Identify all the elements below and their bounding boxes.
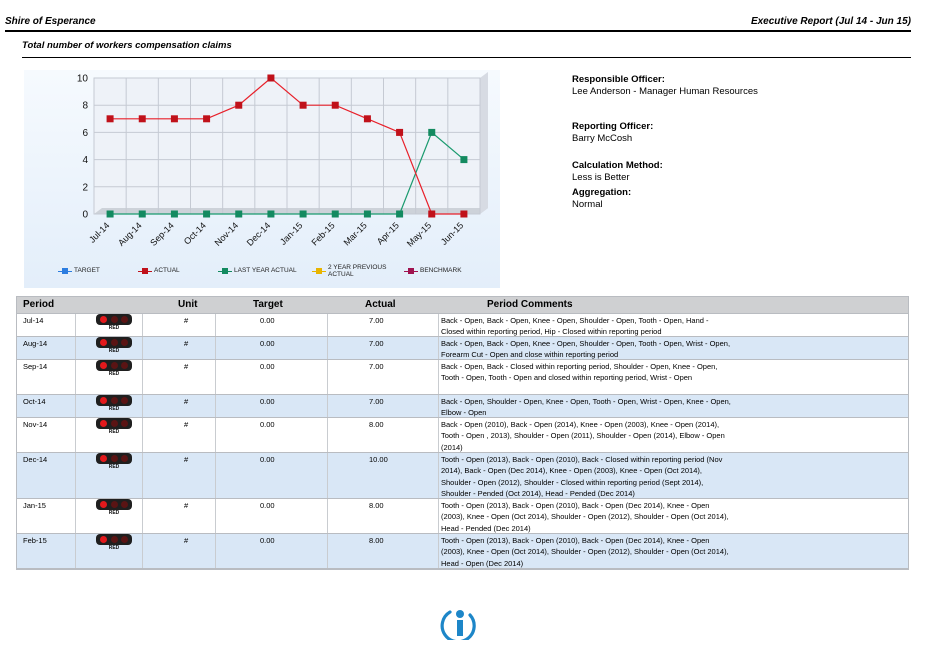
table-row: [17, 314, 908, 337]
legend-swatch-actual: [138, 267, 152, 275]
column-divider: [215, 314, 216, 336]
table-row: [17, 453, 908, 499]
legend-swatch-2-year: [312, 267, 326, 275]
traffic-light-bulb: [111, 420, 118, 427]
traffic-light-bulb: [111, 455, 118, 462]
data-point-actual: [139, 115, 146, 122]
row-unit: #: [184, 455, 189, 464]
row-target: 0.00: [260, 362, 275, 371]
traffic-light-bulb: [121, 420, 128, 427]
x-tick-label: Apr-15: [374, 220, 401, 247]
row-comments: Tooth - Open (2013), Back - Open (2010), Back - Open (Dec 2014), Knee - Open (2003), Knee - Open (Oct 2014), Shoulder - Open (2012), Shoulder - Open (Oct 2014), Head - Open (Dec 2014): [441, 536, 729, 568]
table-row: [17, 337, 908, 360]
legend-label-2-year: 2 YEAR PREVIOUS ACTUAL: [328, 263, 387, 278]
calculation-method: [572, 160, 663, 184]
column-divider: [142, 534, 143, 568]
row-period: Jan-15: [23, 501, 46, 510]
row-period: Nov-14: [23, 420, 48, 429]
legend-swatch-target: [58, 267, 72, 275]
status-traffic-light-icon: [96, 395, 132, 411]
reporting-officer-label: Reporting Officer:: [572, 121, 654, 132]
legend-label-actual: ACTUAL: [154, 267, 180, 275]
row-target: 0.00: [260, 420, 275, 429]
column-divider: [438, 534, 439, 568]
column-divider: [142, 418, 143, 452]
column-divider: [438, 499, 439, 533]
status-traffic-light-icon: [96, 337, 132, 353]
column-divider: [75, 360, 76, 394]
row-comments: Tooth - Open (2013), Back - Open (2010), Back - Open (Dec 2014), Knee - Open (2003), Knee - Open (Oct 2014), Shoulder - Open (2012), Shoulder - Open (Oct 2014), Head - Pended (Dec 2014): [441, 501, 729, 533]
data-point-last-year-actual: [203, 211, 210, 218]
header-comments: Period Comments: [487, 299, 573, 310]
column-divider: [327, 418, 328, 452]
data-point-actual: [235, 102, 242, 109]
responsible-officer: [572, 74, 758, 98]
column-divider: [215, 418, 216, 452]
measure-title: Total number of workers compensation claims: [22, 40, 232, 51]
status-traffic-light-icon: [96, 499, 132, 515]
row-actual: 7.00: [369, 397, 384, 406]
traffic-light-bulb: [100, 455, 107, 462]
table-body: [17, 314, 908, 569]
traffic-light-bulb: [111, 316, 118, 323]
row-period: Jul-14: [23, 316, 44, 325]
column-divider: [142, 337, 143, 359]
column-divider: [438, 395, 439, 417]
row-period: Sep-14: [23, 362, 48, 371]
x-tick-label: Jan-15: [277, 220, 305, 247]
traffic-light-bulb: [111, 501, 118, 508]
row-unit: #: [184, 362, 189, 371]
row-unit: #: [184, 316, 189, 325]
traffic-light-bulb: [111, 339, 118, 346]
row-period: Aug-14: [23, 339, 48, 348]
data-point-last-year-actual: [300, 211, 307, 218]
column-divider: [75, 418, 76, 452]
data-point-last-year-actual: [428, 129, 435, 136]
column-divider: [327, 534, 328, 568]
column-divider: [327, 314, 328, 336]
row-period: Feb-15: [23, 536, 47, 545]
status-label: RED: [108, 406, 120, 412]
y-tick-label: 8: [82, 100, 88, 112]
status-label: RED: [108, 348, 120, 354]
reporting-officer: [572, 121, 653, 145]
row-target: 0.00: [260, 397, 275, 406]
legend-item-benchmark: [404, 261, 462, 281]
legend-item-actual: [138, 261, 180, 281]
x-tick-label: Mar-15: [341, 220, 369, 248]
traffic-light-bulb: [100, 397, 107, 404]
info-i-logo-icon: [440, 606, 478, 640]
y-tick-label: 4: [82, 155, 88, 167]
status-label: RED: [108, 464, 120, 470]
report-header: [5, 14, 911, 32]
organisation-name: Shire of Esperance: [5, 16, 96, 27]
claims-chart: [24, 70, 500, 288]
row-period: Oct-14: [23, 397, 46, 406]
data-point-last-year-actual: [267, 211, 274, 218]
responsible-officer-label: Responsible Officer:: [572, 74, 665, 85]
column-divider: [142, 395, 143, 417]
column-divider: [215, 337, 216, 359]
aggregation-value: Normal: [572, 199, 603, 210]
column-divider: [327, 337, 328, 359]
status-traffic-light-icon: [96, 314, 132, 330]
traffic-light-bulb: [100, 536, 107, 543]
legend-label-target: TARGET: [74, 267, 100, 275]
calculation-method-label: Calculation Method:: [572, 160, 663, 171]
responsible-officer-value: Lee Anderson - Manager Human Resources: [572, 86, 758, 97]
row-actual: 8.00: [369, 501, 384, 510]
row-unit: #: [184, 397, 189, 406]
report-title: Executive Report (Jul 14 - Jun 15): [750, 16, 911, 27]
traffic-light-bulb: [121, 536, 128, 543]
traffic-light-bulb: [121, 501, 128, 508]
data-point-actual: [267, 75, 274, 82]
y-tick-label: 0: [82, 209, 88, 221]
status-traffic-light-icon: [96, 418, 132, 434]
x-tick-label: Oct-14: [181, 220, 208, 247]
traffic-light-bulb: [121, 339, 128, 346]
column-divider: [438, 337, 439, 359]
row-comments: Back - Open, Back - Closed within reporting period, Shoulder - Open, Knee - Open, Tooth - Open, Tooth - Open and closed within reporting period, Wrist - Open: [441, 362, 718, 383]
aggregation-label: Aggregation:: [572, 187, 632, 198]
y-tick-label: 2: [82, 182, 88, 194]
status-label: RED: [108, 545, 120, 551]
data-point-last-year-actual: [107, 211, 114, 218]
column-divider: [142, 360, 143, 394]
legend-item-last-year-actual: [218, 261, 297, 281]
column-divider: [215, 499, 216, 533]
row-period: Dec-14: [23, 455, 48, 464]
x-tick-label: May-15: [404, 220, 434, 249]
x-tick-label: Feb-15: [309, 220, 337, 248]
x-tick-label: Nov-14: [212, 220, 241, 248]
title-divider: [22, 57, 911, 58]
table-row: [17, 499, 908, 534]
data-point-actual: [171, 115, 178, 122]
aggregation: [572, 187, 631, 211]
column-divider: [215, 534, 216, 568]
reporting-officer-value: Barry McCosh: [572, 133, 633, 144]
status-traffic-light-icon: [96, 534, 132, 550]
column-divider: [438, 314, 439, 336]
header-actual: Actual: [365, 299, 396, 310]
row-comments: Back - Open, Shoulder - Open, Knee - Open, Tooth - Open, Wrist - Open, Knee - Open, Elbow - Open: [441, 397, 731, 418]
header-period: Period: [23, 299, 55, 310]
row-unit: #: [184, 501, 189, 510]
status-traffic-light-icon: [96, 360, 132, 376]
row-unit: #: [184, 536, 189, 545]
data-point-last-year-actual: [396, 211, 403, 218]
legend-label-benchmark: BENCHMARK: [420, 267, 462, 275]
x-tick-label: Aug-14: [116, 220, 144, 248]
period-table: [16, 296, 909, 570]
data-point-actual: [364, 115, 371, 122]
row-actual: 7.00: [369, 339, 384, 348]
x-tick-label: Jul-14: [87, 220, 112, 245]
column-divider: [327, 499, 328, 533]
column-divider: [438, 360, 439, 394]
calculation-method-value: Less is Better: [572, 172, 630, 183]
traffic-light-bulb: [111, 397, 118, 404]
column-divider: [142, 453, 143, 498]
legend-label-last-year: LAST YEAR ACTUAL: [234, 267, 297, 275]
data-point-actual: [203, 115, 210, 122]
column-divider: [75, 314, 76, 336]
row-target: 0.00: [260, 501, 275, 510]
legend-swatch-last-year: [218, 267, 232, 275]
data-point-actual: [460, 211, 467, 218]
row-unit: #: [184, 339, 189, 348]
data-point-last-year-actual: [139, 211, 146, 218]
claims-chart-svg: [24, 70, 500, 288]
traffic-light-bulb: [121, 316, 128, 323]
column-divider: [75, 453, 76, 498]
column-divider: [75, 395, 76, 417]
status-traffic-light-icon: [96, 453, 132, 469]
table-row: [17, 395, 908, 418]
data-point-actual: [107, 115, 114, 122]
column-divider: [75, 534, 76, 568]
traffic-light-bulb: [111, 536, 118, 543]
traffic-light-bulb: [100, 362, 107, 369]
y-tick-label: 6: [82, 127, 88, 139]
row-actual: 7.00: [369, 362, 384, 371]
data-point-actual: [428, 211, 435, 218]
traffic-light-bulb: [100, 339, 107, 346]
data-point-last-year-actual: [235, 211, 242, 218]
x-tick-label: Jun-15: [438, 220, 466, 247]
row-actual: 8.00: [369, 536, 384, 545]
status-label: RED: [108, 510, 120, 516]
data-point-actual: [396, 129, 403, 136]
row-comments: Back - Open (2010), Back - Open (2014), Knee - Open (2003), Knee - Open (2014), Tooth - Open , 2013), Shoulder - Open (2011), Shoulder - Open (2014), Elbow - Open (2014): [441, 420, 725, 452]
header-target: Target: [253, 299, 283, 310]
column-divider: [142, 499, 143, 533]
column-divider: [142, 314, 143, 336]
legend-item-target: [58, 261, 100, 281]
column-divider: [438, 418, 439, 452]
column-divider: [327, 453, 328, 498]
row-comments: Back - Open, Back - Open, Knee - Open, Shoulder - Open, Tooth - Open, Wrist - Open, Forearm Cut - Open and close within reporting period: [441, 339, 731, 360]
column-divider: [215, 395, 216, 417]
column-divider: [327, 360, 328, 394]
legend-item-2-year-previous: [312, 261, 390, 281]
data-point-actual: [300, 102, 307, 109]
status-label: RED: [108, 429, 120, 435]
column-divider: [215, 360, 216, 394]
status-label: RED: [108, 325, 120, 331]
data-point-last-year-actual: [332, 211, 339, 218]
row-actual: 8.00: [369, 420, 384, 429]
table-row: [17, 360, 908, 395]
table-row: [17, 534, 908, 569]
row-target: 0.00: [260, 455, 275, 464]
traffic-light-bulb: [121, 397, 128, 404]
row-target: 0.00: [260, 316, 275, 325]
table-row: [17, 418, 908, 453]
traffic-light-bulb: [100, 316, 107, 323]
header-unit: Unit: [178, 299, 198, 310]
row-unit: #: [184, 420, 189, 429]
row-target: 0.00: [260, 339, 275, 348]
legend-swatch-benchmark: [404, 267, 418, 275]
traffic-light-bulb: [111, 362, 118, 369]
status-label: RED: [108, 371, 120, 377]
column-divider: [215, 453, 216, 498]
data-point-actual: [332, 102, 339, 109]
row-comments: Tooth - Open (2013), Back - Open (2010), Back - Closed within reporting period (Nov 2014), Back - Open (Dec 2014), Knee - Open (2003), Knee - Open (Oct 2014), Shoulder - Open (2012), Shoulder - Closed within reporting period (Sept 2014), Shoulder - Pended (Oct 2014), Head - Pended (Dec 2014): [441, 455, 723, 498]
column-divider: [438, 453, 439, 498]
column-divider: [327, 395, 328, 417]
x-tick-label: Dec-14: [244, 220, 273, 248]
row-target: 0.00: [260, 536, 275, 545]
chart-legend: [58, 261, 492, 281]
x-tick-label: Sep-14: [148, 220, 176, 248]
column-divider: [75, 499, 76, 533]
data-point-last-year-actual: [171, 211, 178, 218]
y-tick-label: 10: [76, 73, 88, 85]
plot-side-wall: [480, 72, 488, 214]
traffic-light-bulb: [100, 501, 107, 508]
traffic-light-bulb: [100, 420, 107, 427]
traffic-light-bulb: [121, 455, 128, 462]
row-comments: Back - Open, Back - Open, Knee - Open, Shoulder - Open, Tooth - Open, Hand - Closed within reporting period, Hip - Closed within reporting period: [441, 316, 709, 337]
traffic-light-bulb: [121, 362, 128, 369]
table-header: [17, 297, 908, 314]
row-actual: 7.00: [369, 316, 384, 325]
data-point-last-year-actual: [460, 156, 467, 163]
column-divider: [75, 337, 76, 359]
data-point-last-year-actual: [364, 211, 371, 218]
row-actual: 10.00: [369, 455, 388, 464]
